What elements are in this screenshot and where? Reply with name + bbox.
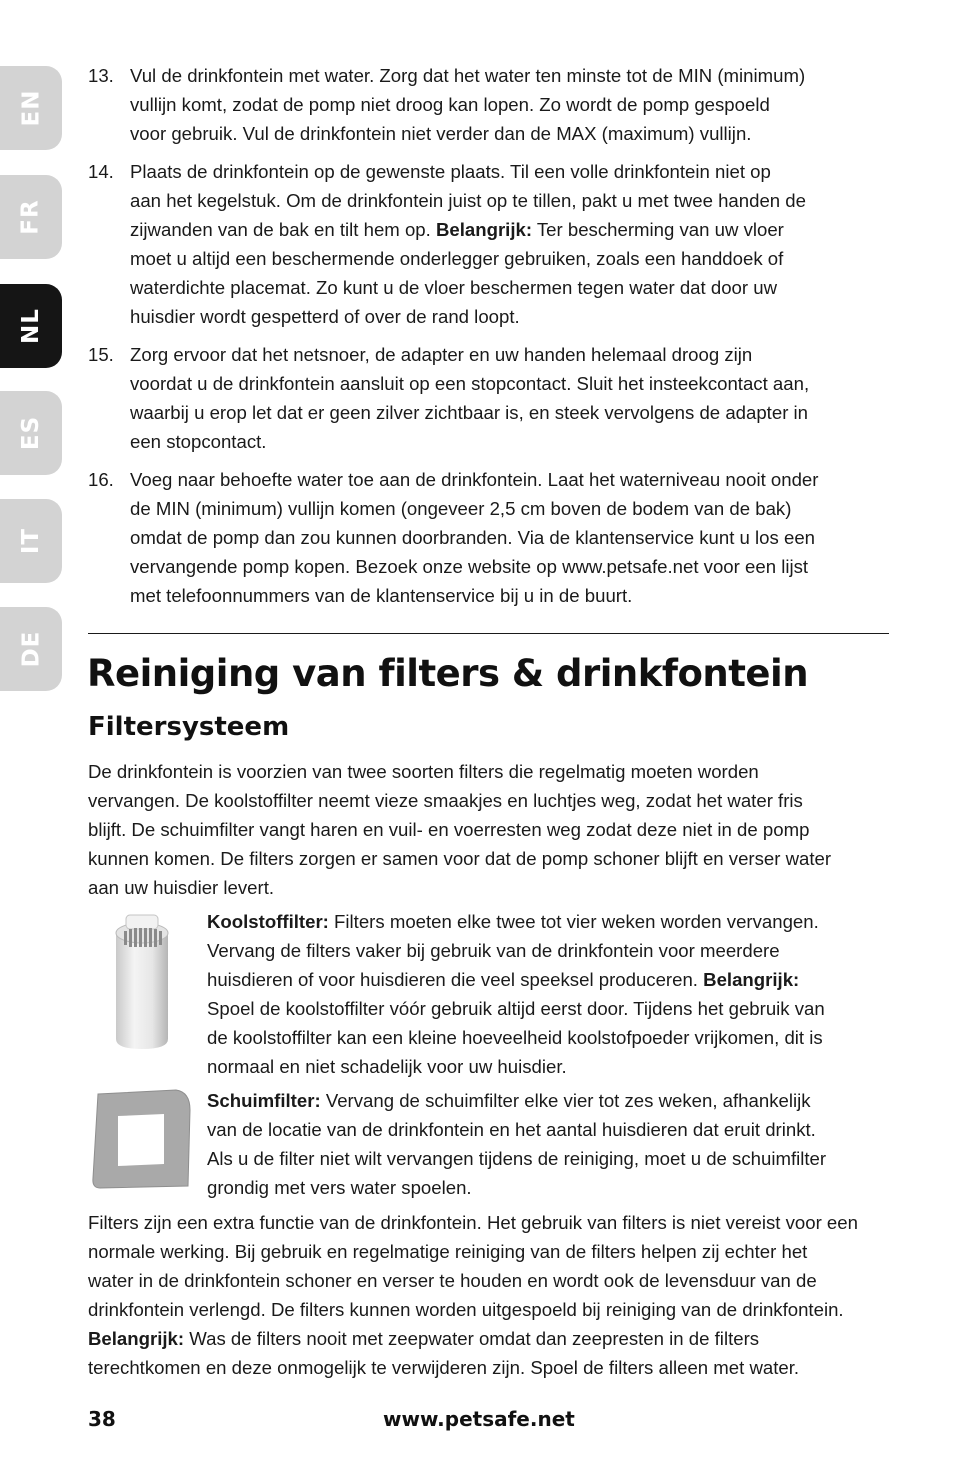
text-line: huisdier wordt gespetterd of over de rand loopt. (130, 306, 520, 327)
text-line: Vul de drinkfontein met water. Zorg dat het water ten minste tot de MIN (minimum) (130, 65, 806, 86)
step-text (130, 157, 888, 331)
text-line: blijft. De schuimfilter vangt haren en vuil- en voerresten weg zodat deze niet in de pomp (88, 819, 810, 840)
foam-filter-image (88, 1086, 207, 1202)
carbon-filter-icon (88, 907, 207, 1057)
outro-paragraph (88, 1208, 893, 1382)
text-line (207, 907, 895, 936)
footer-url[interactable]: www.petsafe.net (383, 1407, 575, 1431)
step-number: 15. (88, 344, 114, 365)
text-line: Plaats de drinkfontein op de gewenste plaats. Til een volle drinkfontein niet op (130, 161, 771, 182)
text-run: Filters moeten elke twee tot vier weken worden vervangen. (328, 911, 819, 932)
tab-de[interactable] (0, 607, 62, 691)
important-label: Belangrijk: (435, 219, 533, 240)
text-line: De drinkfontein is voorzien van twee soorten filters die regelmatig moeten worden (88, 761, 759, 782)
carbon-filter-text (207, 907, 895, 1081)
text-run: zijwanden van de bak en tilt hem op. (130, 219, 436, 240)
tab-fr[interactable] (0, 175, 62, 259)
filter-label: Schuimfilter: (207, 1090, 321, 1111)
text-line: grondig met vers water spoelen. (207, 1177, 472, 1198)
text-line: van de locatie van de drinkfontein en het aantal huisdieren dat eruit drinkt. (207, 1119, 816, 1140)
section-divider (88, 633, 889, 634)
step-14 (88, 157, 888, 331)
text-line (130, 215, 888, 244)
tab-label: FR (17, 199, 44, 235)
text-line: de MIN (minimum) vullijn komen (ongeveer 2,5 cm boven de bodem van de bak) (130, 498, 792, 519)
text-line: met telefoonnummers van de klantenservice bij u in de buurt. (130, 585, 633, 606)
foam-filter-icon (88, 1086, 207, 1196)
text-line: normaal en niet schadelijk voor uw huisdier. (207, 1056, 567, 1077)
text-line: aan het kegelstuk. Om de drinkfontein juist op te tillen, pakt u met twee handen de (130, 190, 806, 211)
text-run: Vervang de schuimfilter elke vier tot zes weken, afhankelijk (320, 1090, 811, 1111)
text-line: vervangende pomp kopen. Bezoek onze website op www.petsafe.net voor een lijst (130, 556, 809, 577)
text-line: aan uw huisdier levert. (88, 877, 275, 898)
text-line: voordat u de drinkfontein aansluit op een stopcontact. Sluit het insteekcontact aan, (130, 373, 810, 394)
text-line: Als u de filter niet wilt vervangen tijdens de reiniging, moet u de schuimfilter (207, 1148, 827, 1169)
text-line: water in de drinkfontein schoner en verser te houden en wordt ook de levensduur van de (88, 1270, 817, 1291)
foam-filter-item (88, 1086, 895, 1202)
tab-label: DE (18, 630, 44, 668)
step-13 (88, 61, 888, 148)
text-line (207, 1086, 895, 1115)
step-number: 16. (88, 469, 114, 490)
section-title: Reiniging van filters & drinkfontein (87, 652, 809, 695)
tab-label: IT (18, 527, 44, 555)
text-line: een stopcontact. (130, 431, 267, 452)
tab-label: EN (18, 89, 44, 127)
step-text (130, 465, 888, 610)
text-line: omdat de pomp dan zou kunnen doorbranden. Via de klantenservice kunt u los een (130, 527, 815, 548)
text-run: Ter bescherming van uw vloer (532, 219, 784, 240)
text-line: waterdichte placemat. Zo kunt u de vloer beschermen tegen water dat door uw (130, 277, 778, 298)
steps-list (88, 61, 888, 619)
step-15 (88, 340, 888, 456)
tab-label: ES (18, 415, 44, 451)
carbon-filter-item (88, 907, 895, 1081)
important-label: Belangrijk: (88, 1328, 185, 1349)
carbon-filter-image (88, 907, 207, 1081)
tab-es[interactable] (0, 391, 62, 475)
text-line (88, 1324, 893, 1353)
intro-paragraph (88, 757, 893, 902)
step-text (130, 61, 888, 148)
step-number: 13. (88, 65, 114, 86)
text-line: drinkfontein verlengd. De filters kunnen worden uitgespoeld bij reiniging van de drinkfontein. (88, 1299, 844, 1320)
step-16 (88, 465, 888, 610)
text-line: vullijn komt, zodat de pomp niet droog kan lopen. Zo wordt de pomp gespoeld (130, 94, 770, 115)
tab-nl[interactable] (0, 284, 62, 368)
text-run: huisdieren of voor huisdieren die veel speeksel produceren. (207, 969, 704, 990)
tab-label: NL (18, 308, 44, 344)
filter-label: Koolstoffilter: (207, 911, 329, 932)
page-number: 38 (88, 1407, 116, 1431)
tab-en[interactable] (0, 66, 62, 150)
text-line: Filters zijn een extra functie van de drinkfontein. Het gebruik van filters is niet vereist voor een (88, 1212, 858, 1233)
text-line: de koolstoffilter kan een kleine hoeveelheid koolstofpoeder vrijkomen, dit is (207, 1027, 823, 1048)
important-label: Belangrijk: (703, 969, 800, 990)
text-line: Zorg ervoor dat het netsnoer, de adapter en uw handen helemaal droog zijn (130, 344, 753, 365)
tab-it[interactable] (0, 499, 62, 583)
text-run: Was de filters nooit met zeepwater omdat dan zeepresten in de filters (184, 1328, 760, 1349)
text-line: Voeg naar behoefte water toe aan de drinkfontein. Laat het waterniveau nooit onder (130, 469, 819, 490)
text-line: waarbij u erop let dat er geen zilver zichtbaar is, en steek vervolgens de adapter in (130, 402, 809, 423)
text-line: terechtkomen en deze onmogelijk te verwijderen zijn. Spoel de filters alleen met water. (88, 1357, 800, 1378)
text-line: vervangen. De koolstoffilter neemt vieze smaakjes en luchtjes weg, zodat het water fris (88, 790, 803, 811)
text-line: moet u altijd een beschermende onderlegger gebruiken, zoals een handdoek of (130, 248, 784, 269)
step-number: 14. (88, 161, 114, 182)
text-line: voor gebruik. Vul de drinkfontein niet verder dan de MAX (maximum) vullijn. (130, 123, 752, 144)
text-line: Spoel de koolstoffilter vóór gebruik altijd eerst door. Tijdens het gebruik van (207, 998, 825, 1019)
text-line (207, 965, 895, 994)
text-line: Vervang de filters vaker bij gebruik van de drinkfontein voor meerdere (207, 940, 780, 961)
foam-filter-text (207, 1086, 895, 1202)
text-line: normale werking. Bij gebruik en regelmatige reiniging van de filters helpen zij echter het (88, 1241, 808, 1262)
step-text (130, 340, 888, 456)
text-line: kunnen komen. De filters zorgen er samen voor dat de pomp schoner blijft en verser water (88, 848, 832, 869)
subsection-title: Filtersysteem (88, 712, 290, 742)
